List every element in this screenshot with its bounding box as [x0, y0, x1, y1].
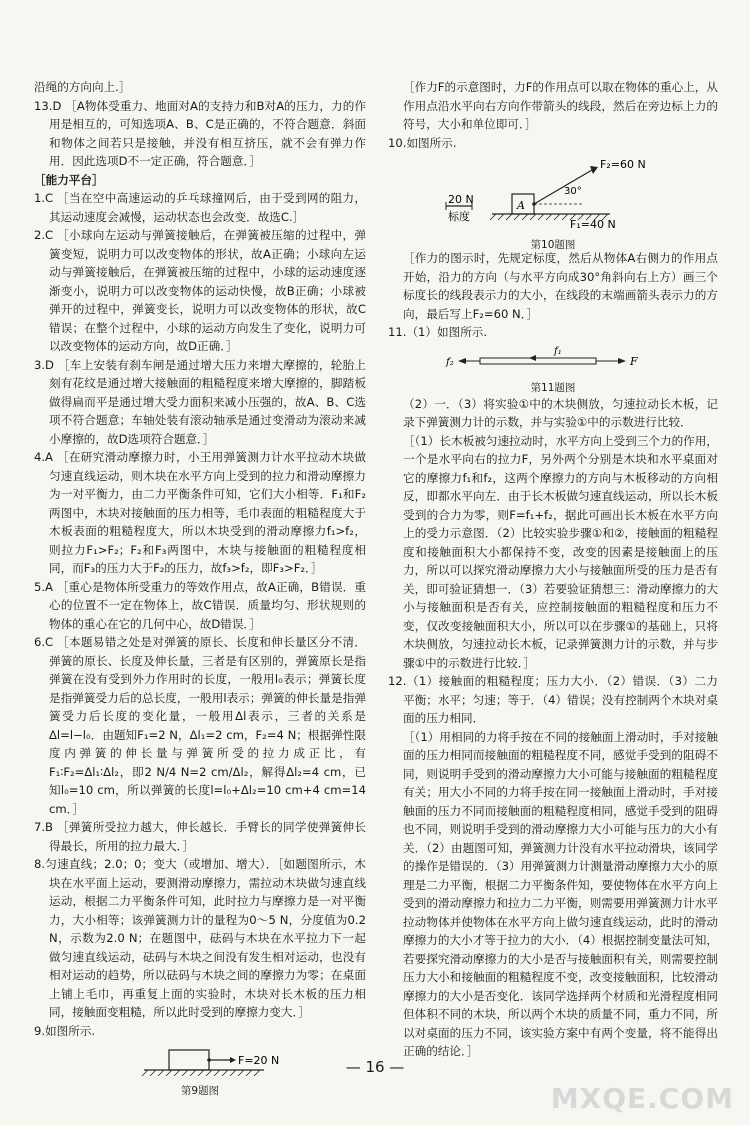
answer-2: 2.C ［小球向左运动与弹簧接触后，在弹簧被压缩的过程中，弹簧变短，说明力可以改变物体的形状，故A正确；小球向左运动与弹簧接触后，在弹簧被压缩的过程中，小球的运动速度逐渐变小，说明力可以改变物体的运动快慢，故B正确；小球被弹开的过程中，弹簧变长，说明力可以改变物体的形状，故C错误；在整个过程中，小球的运动方向发生了变化，说明力可以改变物体的运动方向，故D正确．］ — [34, 228, 366, 353]
figure-9-force-label: F=20 N — [238, 1054, 280, 1067]
answer-5: 5.A ［重心是物体所受重力的等效作用点，故A正确，B错误．重心的位置不一定在物体上，故C错误．质量均匀、形状规则的物体的重心在它的几何中心，故D错误．］ — [34, 579, 366, 631]
figure-10-f1-label: F₁=40 N — [570, 218, 616, 230]
answer-12: 12.（1）接触面的粗糙程度；压力大小．（2）错误．（3）二力平衡；水平；匀速；等于．（4）错误；没有控制两个木块对桌面的压力相同． — [388, 674, 718, 725]
answer-6: 6.C ［本题易错之处是对弹簧的原长、长度和伸长量区分不清．弹簧的原长、长度及伸长量，三者是有区别的，弹簧原长是指弹簧在没有受到外力作用时的长度，一般用l₀表示；弹簧长度是指弹簧受力后的总长度，一般用l表示；弹簧的伸长量是指弹簧受力后长度的变化量，一般用Δl表示，三者的关系是Δl=l−l₀．由题知F₁=2 N，Δl₁=2 cm，F₂=4 N；根据弹性限度内弹簧的伸长量与弹簧所受的拉力成正比，有F₁∶F₂=Δl₁∶Δl₂，即2 N/4 N=2 cm/Δl₂，解得Δl₂=4 cm，已知l₀=10 cm，所以弹簧的长度l=l₀+Δl₂=10 cm+4 cm=14 cm．］ — [34, 635, 366, 816]
figure-11-F-label: F — [630, 354, 638, 368]
figure-10-scale-value: 20 N — [448, 193, 474, 206]
figure-11-diagram — [388, 344, 718, 374]
figure-10-diagram — [388, 154, 718, 230]
figure-11-f1-label: f₁ — [554, 345, 562, 357]
figure-11-caption: 第11题图 — [530, 382, 576, 394]
answer-9: 9.如图所示. — [34, 1023, 96, 1038]
figure-10-scale-label: 标度 — [448, 210, 470, 223]
answer-11: 11.（1）如图所示. — [388, 325, 488, 339]
left-column — [34, 78, 366, 1095]
answer-4: 4.A ［在研究滑动摩擦力时，小王用弹簧测力计水平拉动木块做匀速直线运动，则木块在水平方向上受到的拉力和滑动摩擦力为一对平衡力，由二力平衡条件可知，它们大小相等．F₁和F₂两图中，木块对接触面的压力相等，毛巾表面的粗糙程度大于木板表面的粗糙程度大，所以木块受到的滑动摩擦力f₁>f₂，则拉力F₁>F₂；F₂和F₃两图中，木块与接触面的粗糙程度相同，而F₃的压力大于F₂的压力，故f₃>f₂，即F₃>F₂．］ — [34, 450, 366, 575]
answer-11-explanation: ［（1）长木板被匀速拉动时，水平方向上受到三个力的作用，一个是水平向右的拉力F，另外两个分别是木块和水平桌面对它的摩擦力f₁和f₂，这两个摩擦力的方向与木板移动的方向相反，即都水平向左．由于长木板做匀速直线运动，所以长木板受到的合力为零，则F=f₁+f₂，据此可画出长木板在水平方向上的受力示意图．（2）比较实验步骤①和②，接触面的粗糙程度和接触面积大小都保持不变，改变的因素是接触面上的压力，所以可以探究滑动摩擦力大小与接触面所受的压力是否有关，即可验证猜想一．（3）若要验证猜想三：滑动摩擦力的大小与接触面积是否有关，应控制接触面的粗糙程度和压力不变，仅改变接触面积大小，所以可以在步骤①的基础上，只将木块侧放，匀速拉动长木板，记录弹簧测力计的示数，并与步骤①中的示数进行比较．］ — [403, 433, 718, 670]
answer-3: 3.D ［车上安装有刹车闸是通过增大压力来增大摩擦的，轮胎上刻有花纹是通过增大接触面的粗糙程度来增大摩擦的，脚踏板做得扁而平是通过增大受力面积来减小压强的，故A、B、C选项不符合题意；车轴处装有滚动轴承是通过变滑动为滚动来减小摩擦的，故D选项符合题意．］ — [34, 357, 366, 446]
answer-1: 1.C ［当在空中高速运动的乒乓球撞网后，由于受到网的阻力，其运动速度会减慢，运动状态也会改变．故选C.］ — [34, 191, 366, 224]
watermark: MXQE.COM — [550, 1082, 734, 1115]
figure-10-angle-label: 30° — [564, 186, 582, 197]
answer-10: 10.如图所示. — [388, 135, 457, 150]
figure-10-caption: 第10题图 — [530, 238, 576, 251]
figure-11 — [388, 344, 718, 392]
figure-10-block-label: A — [517, 199, 525, 212]
page-number: — 16 — — [345, 1058, 405, 1076]
figure-10-f2-label: F₂=60 N — [600, 158, 646, 171]
figure-9-caption: 第9题图 — [180, 1084, 220, 1097]
figure-11-f2-label: f₂ — [446, 356, 454, 368]
answer-13: 13.D ［A物体受重力、地面对A的支持力和B对A的压力，力的作用是相互的，可知选项A、B、C是正确的，不符合题意．斜面和物体之间若只是接触，并没有相互挤压，就不会有弹力作用．因此选项D不一定正确，符合题意．］ — [34, 98, 366, 168]
right-column — [388, 78, 718, 1061]
section-heading: ［能力平台］ — [34, 172, 104, 187]
answer-9-explanation: ［作力F的示意图时，力F的作用点可以取在物体的重心上，从作用点沿水平向右方向作带箭头的线段，然后在旁边标上力的符号，大小和单位即可．］ — [403, 80, 718, 131]
answer-7: 7.B ［弹簧所受拉力越大，伸长越长．手臂长的同学使弹簧伸长得最长，所用的拉力最大．］ — [34, 820, 366, 853]
answer-continuation: 沿绳的方向向上.］ — [34, 80, 131, 94]
answer-12-explanation: ［（1）用相同的力将手按在不同的接触面上滑动时，手对接触面的压力相同而接触面的粗糙程度不同，感觉手受到的阻碍不同，则说明手受到的滑动摩擦力大小可能与接触面的粗糙程度有关；用大小不同的力将手按在同一接触面上滑动时，手对接触面的压力不同而接触面的粗糙程度相同，感觉手受到的阻碍也不同，则说明手受到的滑动摩擦力大小可能与压力的大小有关．（2）由题图可知，弹簧测力计没有水平拉动滑块，该同学的操作是错误的．（3）用弹簧测力计测量滑动摩擦力大小的原理是二力平衡，根据二力平衡条件知，要使物体在水平方向上受到的滑动摩擦力和拉力二力平衡，则需要用弹簧测力计水平拉动物体并使物体在水平方向上做匀速直线运动，此时的滑动摩擦力的大小才等于拉力的大小．（4）根据控制变量法可知，若要探究滑动摩擦力的大小是否与接触面积有关，则需要控制压力大小和接触面的粗糙程度不变，改变接触面积，比较滑动摩擦力的大小是否变化．该同学选择两个材质和光滑程度相同但体积不同的木块，所以两个木块的质量不同，重力不同，所以对桌面的压力不同，该实验方案中有两个变量，将不能得出正确的结论．］ — [403, 729, 718, 1058]
figure-10 — [388, 154, 718, 251]
answer-8: 8.匀速直线；2.0；0；变大（或增加、增大）．［如题图所示，木块在水平面上运动，要测滑动摩擦力，需拉动木块做匀速直线运动，根据二力平衡条件可知，此时拉力与摩擦力是一对平衡力，大小相等；该弹簧测力计的量程为0～5 N，分度值为0.2 N，示数为2.0 N；在题图中，砝码与木块在水平拉力下一起做匀速直线运动，砝码与木块之间没有发生相对运动，也没有相对运动的趋势，所以砝码与木块之间的摩擦力为零；在桌面上铺上毛巾，再重复上面的实验时，木块对长木板的压力相同，接触面变粗糙，所以此时受到的摩擦力变大．］ — [34, 857, 366, 1019]
answer-11-part2: （2）一．（3）将实验①中的木块侧放，匀速拉动长木板，记录下弹簧测力计的示数，并与实验①中的示数进行比较． — [403, 396, 718, 429]
answer-10-explanation: ［作力的图示时，先规定标度，然后从物体A右侧力的作用点开始，沿力的方向（与水平方向成30°角斜向右上方）画三个标度长的线段表示力的大小，在线段的末端画箭头表示力的方向，最后写上F₂=60 N．］ — [403, 251, 718, 321]
